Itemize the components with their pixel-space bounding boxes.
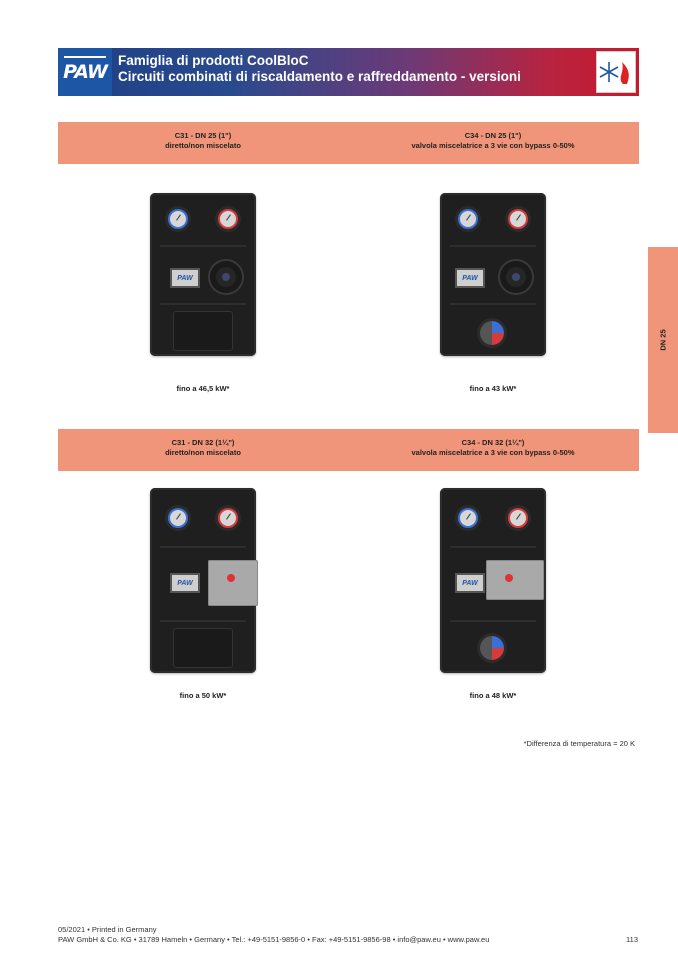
header-title-line2: Circuiti combinati di riscaldamento e raffreddamento - versioni <box>118 69 521 84</box>
blue-thermometer-icon <box>458 508 478 528</box>
heading-code: C31 - DN 25 (1") <box>174 131 232 140</box>
paw-label-plate: PAW <box>170 268 200 288</box>
heading-code: C34 - DN 32 (1¼") <box>461 438 525 447</box>
paw-label-plate: PAW <box>455 573 485 593</box>
page-number: 113 <box>626 935 638 944</box>
insulation-recess <box>173 628 233 668</box>
red-thermometer-icon <box>218 209 238 229</box>
insulation-recess <box>173 311 233 351</box>
mixing-valve-icon <box>480 321 504 345</box>
row2-right-heading <box>348 438 638 458</box>
product-image-c34-dn32 <box>440 488 546 673</box>
pump-icon <box>486 560 544 600</box>
heading-code: C31 - DN 32 (1¼") <box>171 438 235 447</box>
product-image-c34-dn25 <box>440 193 546 356</box>
product-image-c31-dn32 <box>150 488 256 673</box>
page-footer <box>58 925 489 945</box>
capacity-caption: fino a 48 kW* <box>469 691 517 700</box>
red-thermometer-icon <box>508 508 528 528</box>
heading-desc: valvola miscelatrice a 3 vie con bypass 0-50% <box>411 141 575 150</box>
capacity-caption: fino a 46,5 kW* <box>176 384 230 393</box>
capacity-caption: fino a 43 kW* <box>469 384 517 393</box>
pump-icon <box>210 261 242 293</box>
blue-thermometer-icon <box>168 209 188 229</box>
paw-logo <box>58 48 112 96</box>
header-banner <box>58 48 639 96</box>
side-tab-dn25 <box>648 247 678 433</box>
paw-label-plate: PAW <box>170 573 200 593</box>
row1-right-heading <box>348 131 638 151</box>
row1-left-heading <box>58 131 348 151</box>
side-tab-label: DN 25 <box>658 329 668 351</box>
temperature-footnote: *Differenza di temperatura = 20 K <box>523 739 635 748</box>
snowflake-flame-icon <box>596 51 636 93</box>
blue-thermometer-icon <box>458 209 478 229</box>
heading-desc: valvola miscelatrice a 3 vie con bypass 0-50% <box>411 448 575 457</box>
red-thermometer-icon <box>218 508 238 528</box>
pump-icon <box>500 261 532 293</box>
paw-label-plate: PAW <box>455 268 485 288</box>
header-title <box>118 53 521 85</box>
heading-desc: diretto/non miscelato <box>165 448 241 457</box>
row2-left-heading <box>58 438 348 458</box>
logo-text: PAW <box>63 61 107 83</box>
row1-header-band <box>58 122 639 164</box>
heading-desc: diretto/non miscelato <box>165 141 241 150</box>
heading-code: C34 - DN 25 (1") <box>464 131 522 140</box>
capacity-caption: fino a 50 kW* <box>179 691 227 700</box>
footer-print-info: 05/2021 • Printed in Germany <box>58 925 157 934</box>
red-thermometer-icon <box>508 209 528 229</box>
blue-thermometer-icon <box>168 508 188 528</box>
product-image-c31-dn25 <box>150 193 256 356</box>
footer-address: PAW GmbH & Co. KG • 31789 Hameln • Germany • Tel.: +49-5151-9856-0 • Fax: +49-5151-9856-98 • info@paw.eu • www.paw.eu <box>58 935 490 944</box>
row2-header-band <box>58 429 639 471</box>
pump-icon <box>208 560 258 606</box>
header-title-line1: Famiglia di prodotti CoolBloC <box>118 53 309 68</box>
mixing-valve-icon <box>480 636 504 660</box>
